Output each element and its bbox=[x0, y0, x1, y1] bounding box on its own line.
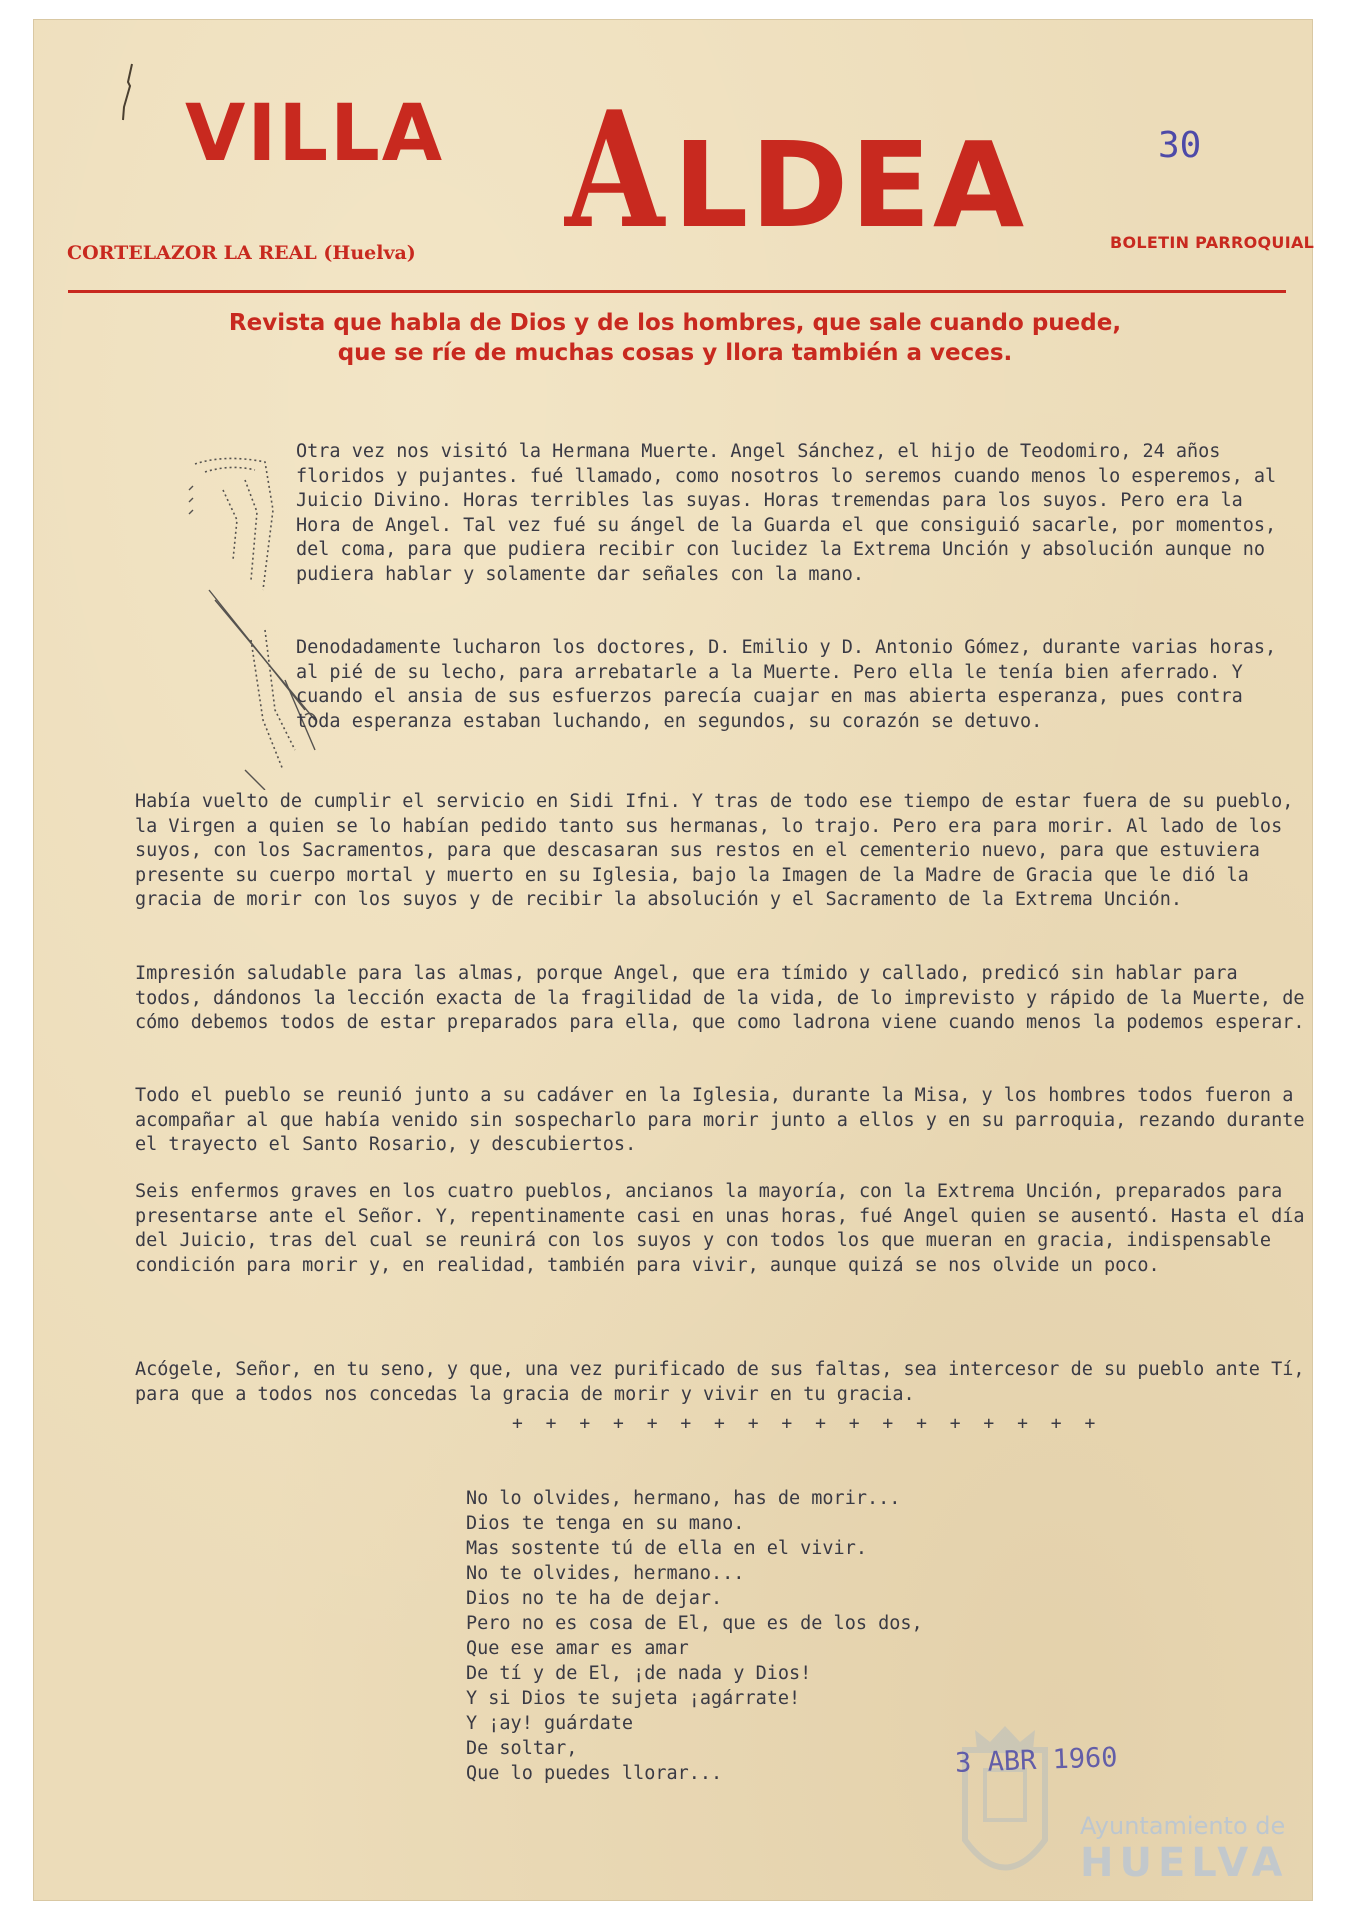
article-paragraph: Otra vez nos visitó la Hermana Muerte. Angel Sánchez, el hijo de Teodomiro, 24 años floridos y pujantes. fué llamado, como nosotros lo seremos cuando menos lo esperemos, al Juicio Divino. Horas terribles las suyas. Horas tremendas para los suyos. Pero era la Hora de Angel. Tal vez fué su ángel de la Guarda el que consiguió sacarle, por momentos, del coma, para que pudiera recibir con lucidez la Extrema Unción y absolución aunque no pudiera hablar y solamente dar señales con la mano. bbox=[296, 441, 1277, 585]
tagline-line-1: Revista que habla de Dios y de los hombres, que sale cuando puede, bbox=[228, 310, 1122, 336]
poem-line: Que lo puedes llorar... bbox=[466, 1763, 723, 1784]
poem-line: De tí y de El, ¡de nada y Dios! bbox=[466, 1663, 812, 1684]
poem-line: Pero no es cosa de El, que es de los dos, bbox=[466, 1613, 923, 1634]
article-paragraph: Impresión saludable para las almas, porque Angel, que era tímido y callado, predicó sin hablar para todos, dándonos la lección exacta de la fragilidad de la vida, de lo imprevisto y rápido de la Muerte, de cómo debemos todos de estar preparados para ella, que como ladrona viene cuando menos la podemos esperar. bbox=[135, 963, 1305, 1033]
poem-line: De soltar, bbox=[466, 1738, 578, 1759]
watermark-text-line-2: HUELVA bbox=[1080, 1840, 1289, 1886]
section-separator: + + + + + + + + + + + + + + + + + + bbox=[512, 1413, 1102, 1434]
poem-line: Mas sostente tú de ella en el vivir. bbox=[466, 1538, 867, 1559]
tagline bbox=[100, 308, 1250, 368]
article-paragraph: Todo el pueblo se reunió junto a su cadáver en la Iglesia, durante la Misa, y los hombres todos fueron a acompañar al que había venido sin sospecharlo para morir junto a ellos y en su parroquia, rezando durante el trayecto el Santo Rosario, y descubiertos. bbox=[135, 1085, 1305, 1155]
masthead-aldea-rest: LDEA bbox=[673, 116, 1027, 254]
received-date-stamp: 3 ABR 1960 bbox=[954, 1742, 1119, 1779]
masthead-bulletin-label: BOLETIN PARROQUIAL bbox=[1110, 233, 1315, 252]
masthead-aldea-initial: A bbox=[565, 76, 666, 264]
poem-line: Y ¡ay! guárdate bbox=[466, 1713, 634, 1734]
article-paragraph: Había vuelto de cumplir el servicio en Sidi Ifni. Y tras de todo ese tiempo de estar fuera de su pueblo, la Virgen a quien se lo habían pedido tanto sus hermanas, lo trajo. Pero era para morir. Al lado de los suyos, con los Sacramentos, para que descasaran sus restos en el cementerio nuevo, para que estuviera presente su cuerpo mortal y muerto en su Iglesia, bajo la Imagen de la Madre de Gracia que le dió la gracia de morir con los suyos y de recibir la absolución y el Sacramento de la Extrema Unción. bbox=[135, 791, 1294, 910]
poem-line: No lo olvides, hermano, has de morir... bbox=[466, 1488, 901, 1509]
masthead-villa: VILLA bbox=[185, 89, 445, 179]
poem-line: Que ese amar es amar bbox=[466, 1638, 689, 1659]
article-paragraph: Denodadamente lucharon los doctores, D. Emilio y D. Antonio Gómez, durante varias horas, al pié de su lecho, para arrebatarle a la Muerte. Pero ella le tenía bien aferrado. Y cuando el ansia de sus esfuerzos parecía cuajar en mas abierta esperanza, pues contra toda esperanza estaban luchando, en segundos, su corazón se detuvo. bbox=[296, 637, 1277, 732]
issue-number: 30 bbox=[1158, 125, 1202, 166]
poem-line: Y si Dios te sujeta ¡agárrate! bbox=[466, 1688, 801, 1709]
masthead-divider bbox=[68, 290, 1286, 293]
article-paragraph: Acógele, Señor, en tu seno, y que, una vez purificado de sus faltas, sea intercesor de su pueblo ante Tí, para que a todos nos concedas la gracia de morir y vivir en tu gracia. bbox=[135, 1359, 1305, 1405]
poem-line: Dios no te ha de dejar. bbox=[466, 1588, 723, 1609]
masthead-aldea bbox=[565, 76, 1027, 264]
article-paragraph: Seis enfermos graves en los cuatro pueblos, ancianos la mayoría, con la Extrema Unción, preparados para presentarse ante el Señor. Y, repentinamente casi en unas horas, fué Angel quien se ausentó. Hasta el día del Juicio, tras del cual se reunirá con los suyos y con todos los que mueran en gracia, indispensable condición para morir y, en realidad, también para vivir, aunque quizá se nos olvide un poco. bbox=[135, 1181, 1305, 1276]
poem-line: No te olvides, hermano... bbox=[466, 1563, 745, 1584]
poem bbox=[466, 1486, 923, 1786]
masthead-locality: CORTELAZOR LA REAL (Huelva) bbox=[67, 242, 416, 264]
watermark-text-line-1: Ayuntamiento de bbox=[1080, 1812, 1286, 1840]
tagline-line-2: que se ríe de muchas cosas y llora también a veces. bbox=[337, 340, 1013, 366]
poem-line: Dios te tenga en su mano. bbox=[466, 1513, 745, 1534]
paper-tear-mark bbox=[118, 62, 138, 122]
